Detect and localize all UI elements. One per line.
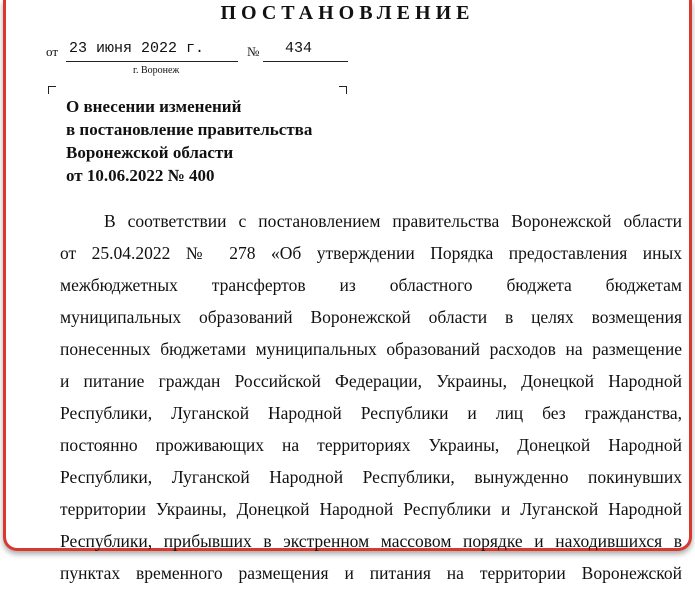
body-line: от 25.04.2022 № 278 «Об утверждении Порядка предоставления иных [60, 243, 682, 263]
body-line: пунктах временного размещения и питания на территории Воронежской [60, 563, 682, 583]
document-subject [66, 95, 312, 187]
document-page [6, 0, 689, 600]
body-line: муниципальных образований Воронежской области в целях возмещения [60, 307, 682, 327]
bracket-right [339, 86, 347, 94]
document-city: г. Воронеж [133, 65, 180, 76]
body-line: В соответствии с постановлением правительства Воронежской области [104, 211, 682, 231]
bracket-left [48, 86, 56, 94]
date-underline [66, 61, 238, 62]
subject-line: Воронежской области [66, 143, 234, 162]
body-line: Республики, прибывших в экстренном массовом порядке и находившихся в [60, 531, 682, 551]
subject-line: от 10.06.2022 № 400 [66, 166, 215, 185]
body-line: постоянно проживающих на территориях Украины, Донецкой Народной [60, 435, 682, 455]
body-line: Республики, Луганской Народной Республики, вынужденно покинувших [60, 467, 682, 487]
subject-line: в постановление правительства [66, 120, 313, 139]
body-line: понесенных бюджетами муниципальных образований расходов на размещение [60, 339, 682, 359]
body-line: территории Украины, Донецкой Народной Республики и Луганской Народной [60, 499, 682, 519]
body-line: Республики, Луганской Народной Республики и лиц без гражданства, [60, 403, 682, 423]
document-frame [3, 0, 692, 583]
subject-line: О внесении изменений [66, 97, 242, 116]
number-underline [263, 61, 348, 62]
document-date: 23 июня 2022 г. [69, 40, 205, 57]
body-line: и питание граждан Российской Федерации, Украины, Донецкой Народной [60, 371, 682, 391]
document-number: 434 [285, 40, 313, 57]
number-prefix: № [247, 44, 260, 59]
document-body [60, 205, 682, 589]
date-prefix: от [46, 44, 59, 59]
body-line: межбюджетных трансфертов из областного бюджета бюджетам [60, 275, 682, 295]
document-title: ПОСТАНОВЛЕНИЕ [220, 2, 475, 24]
